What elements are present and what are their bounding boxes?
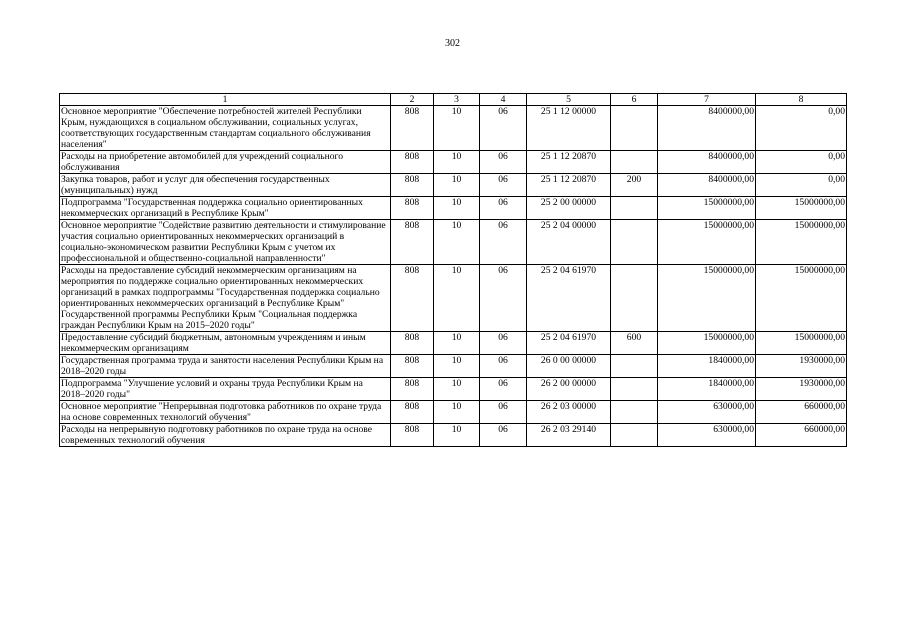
row-section: 10 [434, 197, 480, 220]
row-ministry-code: 808 [391, 174, 434, 197]
row-amount-year2: 660000,00 [756, 401, 847, 424]
table-row [60, 378, 847, 401]
row-name: Основное мероприятие "Непрерывная подготовка работников по охране труда на основе современных технологий обучения" [60, 401, 391, 424]
row-expense-type [611, 106, 658, 151]
row-expense-type [611, 401, 658, 424]
row-target-article: 25 1 12 20870 [527, 174, 611, 197]
row-subsection: 06 [480, 401, 527, 424]
row-amount-year2: 15000000,00 [756, 197, 847, 220]
row-ministry-code: 808 [391, 378, 434, 401]
row-amount-year2: 15000000,00 [756, 332, 847, 355]
row-name: Основное мероприятие "Содействие развитию деятельности и стимулирование участия социально ориентированных некоммерческих организаций в социально-экономическом развитии Республики Крым с учетом их профессиональной и общественно-социальной направленности" [60, 220, 391, 265]
table-row [60, 355, 847, 378]
row-expense-type: 600 [611, 332, 658, 355]
row-subsection: 06 [480, 424, 527, 447]
row-ministry-code: 808 [391, 332, 434, 355]
row-amount-year1: 8400000,00 [658, 106, 756, 151]
table-row [60, 424, 847, 447]
table-row [60, 197, 847, 220]
table-row [60, 265, 847, 332]
row-amount-year1: 15000000,00 [658, 197, 756, 220]
row-amount-year1: 8400000,00 [658, 174, 756, 197]
row-name: Основное мероприятие "Обеспечение потребностей жителей Республики Крым, нуждающихся в социальном обслуживании, социальных услугах, соответствующих государственным стандартам социального обслуживания населения" [60, 106, 391, 151]
row-target-article: 25 1 12 20870 [527, 151, 611, 174]
row-expense-type [611, 355, 658, 378]
row-ministry-code: 808 [391, 424, 434, 447]
table-row [60, 174, 847, 197]
row-target-article: 25 1 12 00000 [527, 106, 611, 151]
table-row [60, 332, 847, 355]
row-section: 10 [434, 106, 480, 151]
row-subsection: 06 [480, 332, 527, 355]
row-subsection: 06 [480, 151, 527, 174]
row-target-article: 25 2 00 00000 [527, 197, 611, 220]
row-expense-type [611, 220, 658, 265]
row-target-article: 25 2 04 00000 [527, 220, 611, 265]
row-amount-year1: 1840000,00 [658, 355, 756, 378]
header-col-7: 7 [658, 94, 756, 106]
row-section: 10 [434, 265, 480, 332]
table-row [60, 401, 847, 424]
row-amount-year2: 15000000,00 [756, 220, 847, 265]
row-name: Расходы на предоставление субсидий некоммерческим организациям на мероприятия по поддержке социально ориентированных некоммерческих организаций в рамках подпрограммы "Государственная поддержка социально ориентированных некоммерческих организаций в Республике Крым" Государственной программы Республики Крым "Социальная поддержка граждан Республики Крым на 2015–2020 годы" [60, 265, 391, 332]
row-section: 10 [434, 151, 480, 174]
row-name: Расходы на непрерывную подготовку работников по охране труда на основе современных технологий обучения [60, 424, 391, 447]
row-name: Предоставление субсидий бюджетным, автономным учреждениям и иным некоммерческим организациям [60, 332, 391, 355]
row-expense-type: 200 [611, 174, 658, 197]
header-row [60, 94, 847, 106]
row-ministry-code: 808 [391, 106, 434, 151]
row-expense-type [611, 265, 658, 332]
budget-table [59, 93, 847, 447]
row-subsection: 06 [480, 197, 527, 220]
row-amount-year2: 15000000,00 [756, 265, 847, 332]
row-section: 10 [434, 355, 480, 378]
row-amount-year2: 0,00 [756, 106, 847, 151]
row-amount-year1: 15000000,00 [658, 265, 756, 332]
header-col-2: 2 [391, 94, 434, 106]
row-amount-year2: 1930000,00 [756, 378, 847, 401]
table-row [60, 106, 847, 151]
page-number: 302 [445, 38, 460, 49]
table-row [60, 151, 847, 174]
row-subsection: 06 [480, 106, 527, 151]
header-col-4: 4 [480, 94, 527, 106]
row-amount-year1: 630000,00 [658, 401, 756, 424]
row-target-article: 26 2 03 00000 [527, 401, 611, 424]
row-target-article: 26 0 00 00000 [527, 355, 611, 378]
row-subsection: 06 [480, 174, 527, 197]
row-section: 10 [434, 424, 480, 447]
row-amount-year1: 15000000,00 [658, 332, 756, 355]
header-col-6: 6 [611, 94, 658, 106]
row-section: 10 [434, 174, 480, 197]
row-subsection: 06 [480, 378, 527, 401]
header-col-5: 5 [527, 94, 611, 106]
row-amount-year2: 660000,00 [756, 424, 847, 447]
row-subsection: 06 [480, 265, 527, 332]
row-expense-type [611, 424, 658, 447]
table-row [60, 220, 847, 265]
row-section: 10 [434, 378, 480, 401]
row-expense-type [611, 151, 658, 174]
row-subsection: 06 [480, 355, 527, 378]
row-expense-type [611, 378, 658, 401]
row-ministry-code: 808 [391, 401, 434, 424]
row-subsection: 06 [480, 220, 527, 265]
row-ministry-code: 808 [391, 151, 434, 174]
row-section: 10 [434, 220, 480, 265]
row-amount-year2: 1930000,00 [756, 355, 847, 378]
header-col-3: 3 [434, 94, 480, 106]
row-target-article: 26 2 00 00000 [527, 378, 611, 401]
row-amount-year2: 0,00 [756, 151, 847, 174]
row-name: Подпрограмма "Улучшение условий и охраны труда Республики Крым на 2018–2020 годы" [60, 378, 391, 401]
row-expense-type [611, 197, 658, 220]
row-section: 10 [434, 332, 480, 355]
row-amount-year1: 15000000,00 [658, 220, 756, 265]
row-name: Расходы на приобретение автомобилей для учреждений социального обслуживания [60, 151, 391, 174]
row-target-article: 26 2 03 29140 [527, 424, 611, 447]
row-ministry-code: 808 [391, 197, 434, 220]
header-col-1: 1 [60, 94, 391, 106]
row-target-article: 25 2 04 61970 [527, 265, 611, 332]
row-target-article: 25 2 04 61970 [527, 332, 611, 355]
row-ministry-code: 808 [391, 355, 434, 378]
row-name: Государственная программа труда и занятости населения Республики Крым на 2018–2020 годы [60, 355, 391, 378]
row-ministry-code: 808 [391, 220, 434, 265]
row-name: Подпрограмма "Государственная поддержка социально ориентированных некоммерческих организаций в Республике Крым" [60, 197, 391, 220]
row-section: 10 [434, 401, 480, 424]
row-ministry-code: 808 [391, 265, 434, 332]
row-amount-year2: 0,00 [756, 174, 847, 197]
row-amount-year1: 8400000,00 [658, 151, 756, 174]
header-col-8: 8 [756, 94, 847, 106]
row-name: Закупка товаров, работ и услуг для обеспечения государственных (муниципальных) нужд [60, 174, 391, 197]
row-amount-year1: 1840000,00 [658, 378, 756, 401]
row-amount-year1: 630000,00 [658, 424, 756, 447]
